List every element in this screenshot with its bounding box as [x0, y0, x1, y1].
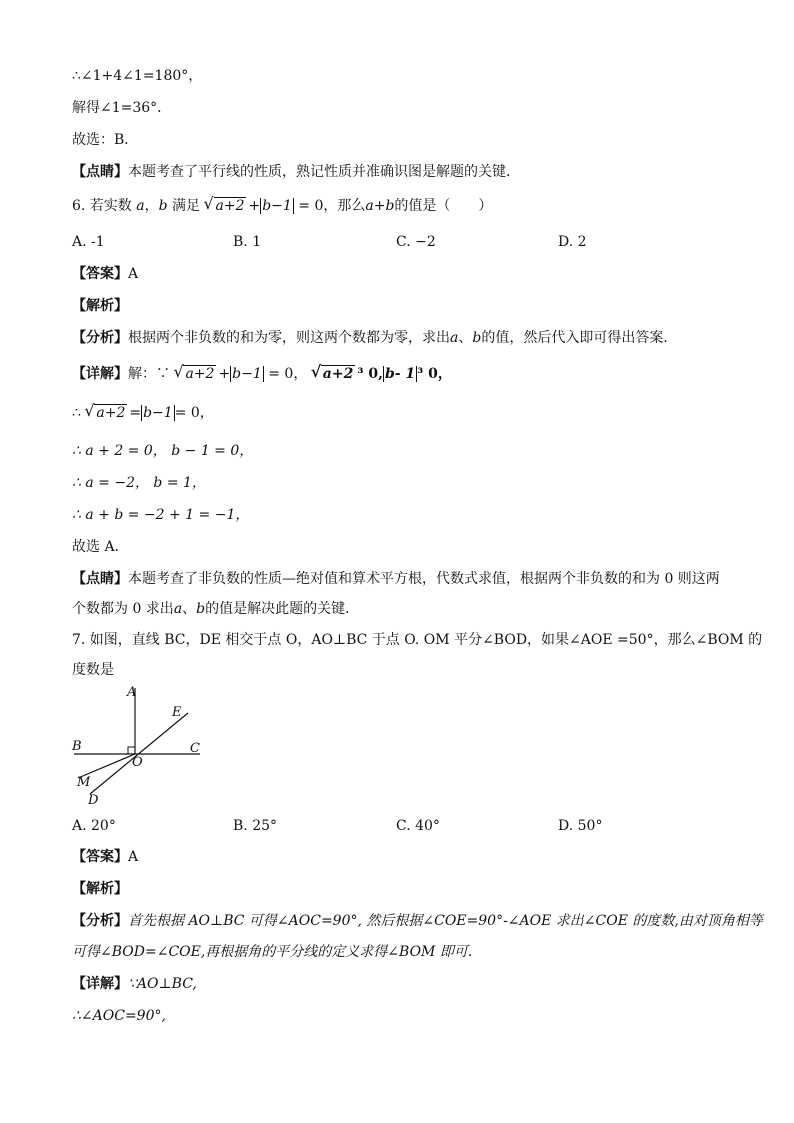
- q6-comment-tag: 【点睛】: [72, 571, 128, 587]
- s1-eq: =: [129, 405, 142, 421]
- q6-xj-bold-radicand: a+2: [322, 366, 354, 382]
- question-7-line1: 7. 如图，直线 BC，DE 相交于点 O，AO⊥BC 于点 O. OM 平分∠BOD，如果∠AOE =50°，那么∠BOM 的: [72, 632, 763, 648]
- q6-var-a: a: [136, 198, 145, 214]
- q6-step-5: 故选 A．: [72, 539, 129, 555]
- q7-option-d: D. 50°: [558, 818, 603, 834]
- q6-fenxi-text1: 根据两个非负数的和为零，则这两个数都为零，求出: [128, 330, 450, 346]
- s1-sqrt: [85, 403, 127, 423]
- q7-xiangjie-text1: ∵AO⊥BC,: [128, 976, 197, 992]
- label-d: D: [88, 793, 99, 808]
- s1-post: = 0，: [174, 405, 214, 421]
- q7-option-a: A. 20°: [72, 818, 116, 834]
- s1-abs: b−1: [143, 405, 173, 421]
- label-e: E: [172, 705, 182, 720]
- q6-fenxi-a: a: [450, 330, 459, 346]
- comment-tag: 【点睛】: [72, 164, 128, 180]
- q6-eq0: = 0，那么: [298, 198, 366, 214]
- q7-answer-value: A: [128, 849, 139, 865]
- line-comment-5: [72, 162, 520, 182]
- q6-xj-plus: +: [218, 366, 231, 382]
- s1-sqrt-radicand: a+2: [96, 405, 126, 421]
- q6-step-4: ∴ a + b = −2 + 1 = −1，: [72, 507, 250, 523]
- q6-xj-bold-sqrt: [312, 364, 356, 384]
- q6-post: 的值是（ ）: [394, 198, 493, 214]
- q6-xiangjie: [72, 364, 452, 384]
- q6-fenxi-sep: 、: [458, 330, 473, 346]
- q6-plus: +: [248, 198, 261, 214]
- label-o: O: [132, 755, 143, 770]
- right-angle-marker: [128, 747, 135, 754]
- geometry-figure: [66, 682, 216, 810]
- q6-sqrt-radicand: a+2: [215, 198, 245, 214]
- q6-xj-eq: = 0，: [268, 366, 308, 382]
- question-6: [72, 196, 492, 216]
- q7-answer: [72, 847, 138, 867]
- q6-var-b: b: [158, 198, 168, 214]
- q7-fenxi-tag: 【分析】: [72, 913, 128, 929]
- q6-option-a: A. -1: [72, 234, 105, 250]
- q6-analysis-tag: 【解析】: [72, 298, 128, 314]
- q6-comment-text1: 本题考查了非负数的性质—绝对值和算术平方根，代数式求值，根据两个非负数的和为 0 则这两: [128, 571, 720, 587]
- q6-fenxi-text3: 的值，然后代入即可得出答案．: [481, 330, 678, 346]
- line-sum-angles: ∴∠1+4∠1=180°，: [72, 68, 203, 84]
- label-c: C: [190, 741, 200, 756]
- q6-step-3: ∴ a = −2， b = 1，: [72, 475, 206, 491]
- q7-fenxi-line1: [72, 911, 763, 931]
- q6-answer: [72, 264, 138, 284]
- q6-comment-b: b: [196, 601, 206, 617]
- q6-comment-a: a: [173, 601, 183, 617]
- label-a: A: [127, 685, 137, 700]
- q7-xiangjie: [72, 974, 197, 994]
- q7-fenxi-text1: 首先根据 AO⊥BC 可得∠AOC=90°, 然后根据∠COE=90°-∠AOE 求出∠COE 的度数,由对顶角相等: [128, 913, 763, 929]
- q6-abs: b−1: [262, 198, 292, 214]
- q6-xj-sqrt: [174, 364, 216, 384]
- q6-comment-text2b: 的值是解决此题的关键．: [205, 601, 360, 617]
- q6-prefix: 6. 若实数: [72, 198, 132, 214]
- q7-xiangjie-tag: 【详解】: [72, 976, 128, 992]
- q7-answer-tag: 【答案】: [72, 849, 128, 865]
- q6-option-b: B. 1: [233, 234, 262, 250]
- q6-apb: a+b: [365, 198, 395, 214]
- q6-comment-sep: 、: [182, 601, 197, 617]
- q6-mid: 满足: [172, 198, 201, 214]
- q6-xj-bold-ge1: ³ 0,: [357, 366, 383, 382]
- q6-option-c: C. −2: [396, 234, 436, 250]
- q6-comment-line2: [72, 599, 359, 619]
- q6-fenxi: [72, 328, 677, 348]
- label-m: M: [77, 775, 91, 790]
- q6-comma: ，: [144, 198, 159, 214]
- label-b: B: [72, 739, 82, 754]
- q7-fenxi-line2: 可得∠BOD=∠COE,再根据角的平分线的定义求得∠BOM 即可.: [72, 944, 473, 960]
- q6-xj-sqrt-radicand: a+2: [185, 366, 215, 382]
- q6-xj-bold-ge2: ³ 0，: [417, 366, 452, 382]
- q7-option-c: C. 40°: [396, 818, 440, 834]
- q6-step-2: ∴ a + 2 = 0， b − 1 = 0，: [72, 443, 254, 459]
- q6-comment-text2a: 个数都为 0 求出: [72, 601, 174, 617]
- question-7-line2: 度数是: [72, 662, 114, 678]
- q7-option-b: B. 25°: [233, 818, 278, 834]
- q6-sqrt: [205, 196, 247, 216]
- q6-option-d: D. 2: [558, 234, 587, 250]
- q6-comment-line1: [72, 569, 720, 589]
- q7-step-1: ∴∠AOC=90°,: [72, 1008, 166, 1024]
- q6-fenxi-tag: 【分析】: [72, 330, 128, 346]
- s1-therefore: ∴: [72, 405, 81, 421]
- line-choose-b: 故选：B．: [72, 132, 139, 148]
- q6-step-1: [72, 403, 214, 423]
- q6-answer-tag: 【答案】: [72, 266, 128, 282]
- q6-xiangjie-text1: 解：∵: [128, 366, 170, 382]
- q6-xj-abs: b−1: [232, 366, 262, 382]
- q6-answer-value: A: [128, 266, 139, 282]
- q6-xj-bold-abs: b- 1: [384, 366, 416, 382]
- line-angle-result: 解得∠1=36°．: [72, 100, 172, 116]
- q6-xiangjie-tag: 【详解】: [72, 366, 128, 382]
- q7-analysis-tag: 【解析】: [72, 881, 128, 897]
- comment-text: 本题考查了平行线的性质，熟记性质并准确识图是解题的关键．: [128, 164, 520, 180]
- q6-fenxi-b: b: [472, 330, 482, 346]
